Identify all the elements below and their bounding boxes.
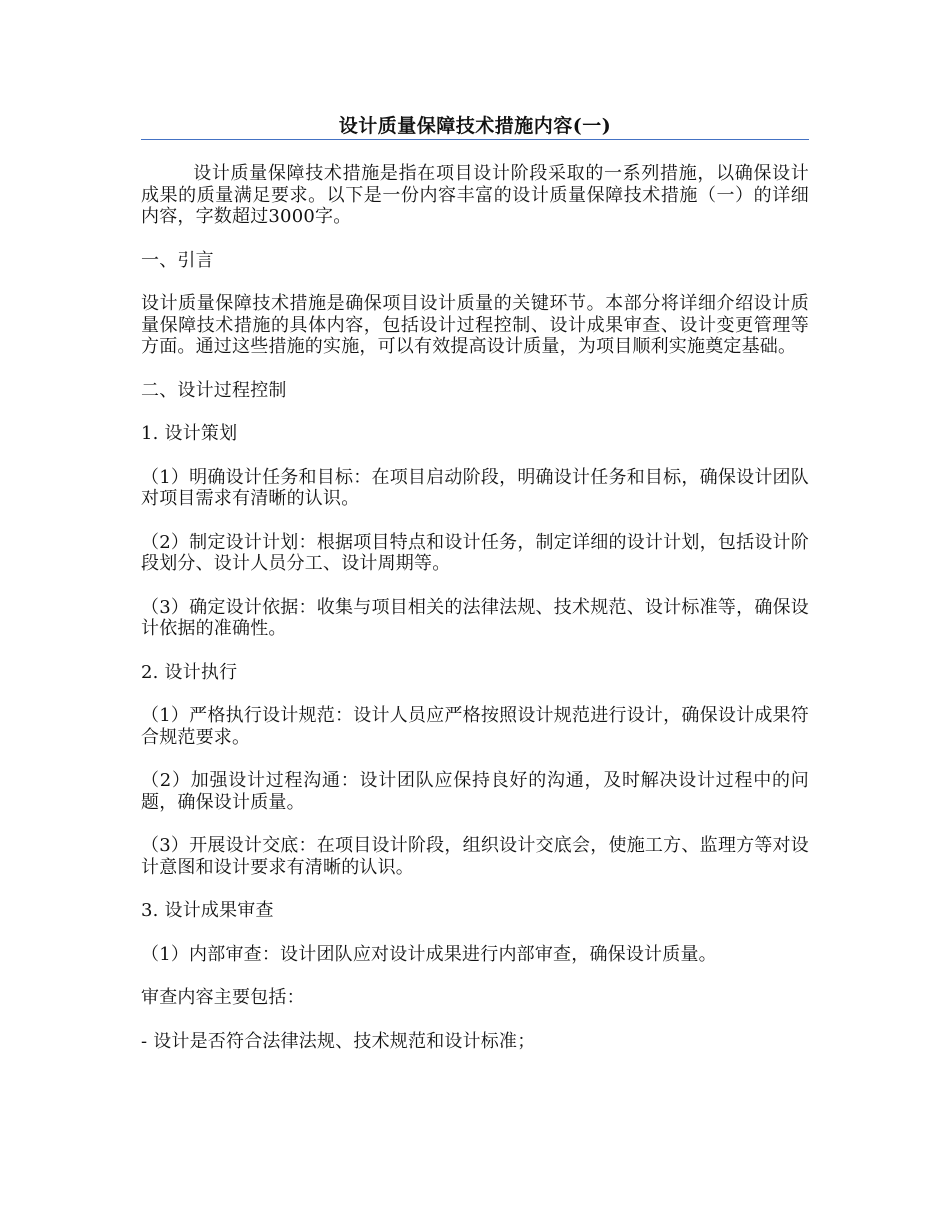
list-item: （3）开展设计交底：在项目设计阶段，组织设计交底会，使施工方、监理方等对设计意图和设计要求有清晰的认识。 [141, 835, 809, 878]
list-item: （2）加强设计过程沟通：设计团队应保持良好的沟通，及时解决设计过程中的问题，确保设计质量。 [141, 770, 809, 813]
list-item: （1）严格执行设计规范：设计人员应严格按照设计规范进行设计，确保设计成果符合规范要求。 [141, 705, 809, 748]
list-item: （1）内部审查：设计团队应对设计成果进行内部审查，确保设计质量。 [141, 943, 717, 965]
list-item: （2）制定设计计划：根据项目特点和设计任务，制定详细的设计计划，包括设计阶段划分、设计人员分工、设计周期等。 [141, 531, 809, 574]
subheading-design-planning: 1. 设计策划 [141, 423, 238, 444]
section-heading-introduction: 一、引言 [141, 249, 214, 271]
list-item: （3）确定设计依据：收集与项目相关的法律法规、技术规范、设计标准等，确保设计依据的准确性。 [141, 596, 809, 639]
list-item: （1）明确设计任务和目标：在项目启动阶段，明确设计任务和目标，确保设计团队对项目需求有清晰的认识。 [141, 466, 809, 509]
review-content-label: 审查内容主要包括： [141, 987, 305, 1008]
section-heading-process-control: 二、设计过程控制 [141, 379, 287, 401]
bullet-item: - 设计是否符合法律法规、技术规范和设计标准； [141, 1030, 536, 1052]
document-title: 设计质量保障技术措施内容(一) [338, 115, 612, 137]
title-underline [141, 139, 809, 140]
intro-paragraph: 设计质量保障技术措施是指在项目设计阶段采取的一系列措施，以确保设计成果的质量满足要求。以下是一份内容丰富的设计质量保障技术措施（一）的详细内容，字数超过3000字。 [141, 163, 809, 227]
introduction-paragraph: 设计质量保障技术措施是确保项目设计质量的关键环节。本部分将详细介绍设计质量保障技术措施的具体内容，包括设计过程控制、设计成果审查、设计变更管理等方面。通过这些措施的实施，可以有效提高设计质量，为项目顺利实施奠定基础。 [141, 293, 809, 357]
subheading-design-review: 3. 设计成果审查 [141, 900, 274, 921]
subheading-design-execution: 2. 设计执行 [141, 661, 238, 683]
document-body [141, 163, 809, 1074]
